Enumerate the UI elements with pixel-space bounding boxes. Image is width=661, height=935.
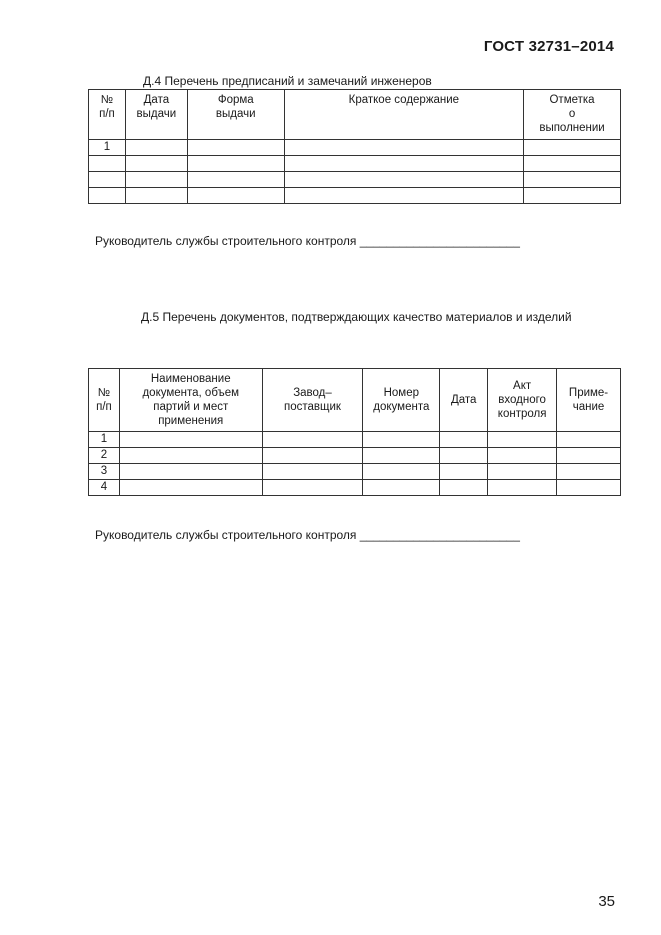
table-cell <box>262 480 363 496</box>
table-cell <box>440 448 488 464</box>
table-cell: 4 <box>89 480 120 496</box>
table-cell <box>284 156 523 172</box>
d5-col-document-number: Номер документа <box>363 369 440 432</box>
table-cell: 1 <box>89 432 120 448</box>
table-cell <box>119 464 262 480</box>
table-cell <box>262 464 363 480</box>
table-cell <box>488 464 557 480</box>
table-cell <box>363 448 440 464</box>
table-row <box>89 188 621 204</box>
table-cell: 2 <box>89 448 120 464</box>
table-cell <box>557 464 621 480</box>
table-cell <box>125 188 187 204</box>
table-cell <box>557 432 621 448</box>
table-cell <box>524 172 621 188</box>
table-cell <box>89 188 126 204</box>
d4-table <box>88 89 621 204</box>
d4-col-form: Форма выдачи <box>187 90 284 140</box>
table-cell <box>125 156 187 172</box>
table-cell <box>119 448 262 464</box>
table-cell <box>125 140 187 156</box>
d5-col-number: № п/п <box>89 369 120 432</box>
table-cell <box>524 156 621 172</box>
table-cell <box>187 156 284 172</box>
table-cell <box>284 172 523 188</box>
standard-header: ГОСТ 32731–2014 <box>483 38 614 55</box>
table-cell <box>524 140 621 156</box>
table-cell <box>557 480 621 496</box>
page-number: 35 <box>598 893 615 910</box>
d4-header-row <box>89 90 621 140</box>
table-row <box>89 172 621 188</box>
table-cell <box>488 432 557 448</box>
table-cell <box>262 432 363 448</box>
d5-col-inspection-act: Акт входного контроля <box>488 369 557 432</box>
d5-signature-line: Руководитель службы строительного контроля ________________________ <box>95 528 520 542</box>
table-cell <box>89 156 126 172</box>
table-cell <box>363 480 440 496</box>
d5-header-row <box>89 369 621 432</box>
table-row <box>89 432 621 448</box>
d5-col-supplier: Завод– поставщик <box>262 369 363 432</box>
d5-col-date: Дата <box>440 369 488 432</box>
table-row <box>89 464 621 480</box>
table-cell <box>488 480 557 496</box>
d4-col-date: Дата выдачи <box>125 90 187 140</box>
table-cell <box>119 432 262 448</box>
table-cell <box>363 432 440 448</box>
d4-col-summary: Краткое содержание <box>284 90 523 140</box>
table-cell <box>262 448 363 464</box>
table-cell <box>89 172 126 188</box>
d5-caption: Д.5 Перечень документов, подтверждающих качество материалов и изделий <box>141 310 572 324</box>
table-cell <box>440 480 488 496</box>
table-cell <box>284 188 523 204</box>
d4-signature-line: Руководитель службы строительного контроля ________________________ <box>95 234 520 248</box>
table-cell <box>187 140 284 156</box>
d5-col-note: Приме- чание <box>557 369 621 432</box>
table-row <box>89 140 621 156</box>
table-cell <box>524 188 621 204</box>
table-row <box>89 156 621 172</box>
d5-table <box>88 368 621 496</box>
table-cell: 1 <box>89 140 126 156</box>
table-cell <box>119 480 262 496</box>
table-row <box>89 480 621 496</box>
d4-col-completion: Отметка о выполнении <box>524 90 621 140</box>
table-cell <box>557 448 621 464</box>
table-cell <box>125 172 187 188</box>
d4-col-number: № п/п <box>89 90 126 140</box>
d5-col-document-name: Наименование документа, объем партий и мест применения <box>119 369 262 432</box>
table-cell <box>488 448 557 464</box>
table-cell <box>187 172 284 188</box>
table-row <box>89 448 621 464</box>
table-cell <box>284 140 523 156</box>
table-cell <box>440 464 488 480</box>
table-cell <box>363 464 440 480</box>
table-cell <box>440 432 488 448</box>
d4-caption: Д.4 Перечень предписаний и замечаний инженеров <box>143 74 432 88</box>
table-cell <box>187 188 284 204</box>
table-cell: 3 <box>89 464 120 480</box>
